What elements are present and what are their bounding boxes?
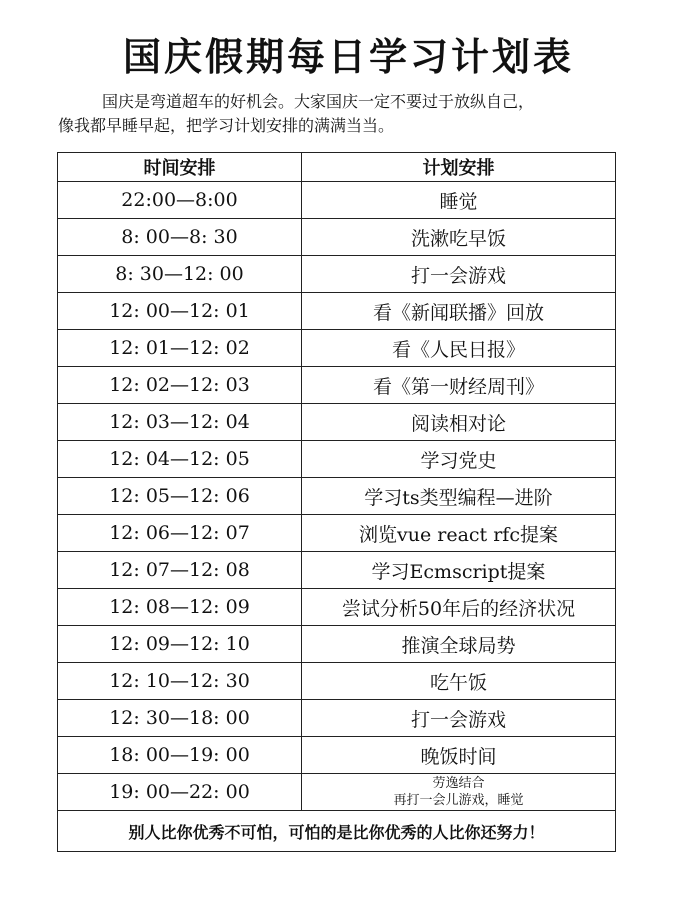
table-row xyxy=(58,663,616,700)
page-title: 国庆假期每日学习计划表 xyxy=(122,34,574,79)
plan-cell: 浏览vue react rfc提案 xyxy=(302,515,616,552)
plan-cell: 学习党史 xyxy=(302,441,616,478)
intro-line-2: 像我都早睡早起，把学习计划安排的满满当当。 xyxy=(58,116,395,135)
plan-cell: 学习ts类型编程—进阶 xyxy=(302,478,616,515)
plan-cell: 学习Ecmscript提案 xyxy=(302,552,616,589)
table-row xyxy=(58,515,616,552)
plan-cell: 晚饭时间 xyxy=(302,737,616,774)
time-cell: 18: 00—19: 00 xyxy=(58,737,302,774)
plan-cell: 洗漱吃早饭 xyxy=(302,219,616,256)
time-cell: 12: 01—12: 02 xyxy=(58,330,302,367)
table-row xyxy=(58,626,616,663)
time-cell: 12: 10—12: 30 xyxy=(58,663,302,700)
schedule-table xyxy=(57,152,616,852)
plan-line-1: 劳逸结合 xyxy=(432,776,485,791)
plan-cell: 看《新闻联播》回放 xyxy=(302,293,616,330)
time-cell: 12: 09—12: 10 xyxy=(58,626,302,663)
plan-cell: 看《人民日报》 xyxy=(302,330,616,367)
table-row xyxy=(58,589,616,626)
plan-cell: 打一会游戏 xyxy=(302,256,616,293)
intro-line-1-text: 国庆是弯道超车的好机会。大家国庆一定不要过于放纵自己， xyxy=(102,92,535,111)
time-cell: 12: 06—12: 07 xyxy=(58,515,302,552)
header-time: 时间安排 xyxy=(58,153,302,182)
time-cell: 12: 08—12: 09 xyxy=(58,589,302,626)
time-cell: 12: 00—12: 01 xyxy=(58,293,302,330)
plan-line-2: 再打一会儿游戏，睡觉 xyxy=(393,793,524,808)
table-row xyxy=(58,330,616,367)
table-row xyxy=(58,737,616,774)
time-cell: 12: 02—12: 03 xyxy=(58,367,302,404)
time-cell: 8: 30—12: 00 xyxy=(58,256,302,293)
table-row xyxy=(58,367,616,404)
table-row xyxy=(58,404,616,441)
table-row xyxy=(58,293,616,330)
table-row xyxy=(58,219,616,256)
footer-motto: 别人比你优秀不可怕，可怕的是比你优秀的人比你还努力！ xyxy=(58,811,616,852)
time-cell: 12: 05—12: 06 xyxy=(58,478,302,515)
plan-cell: 尝试分析50年后的经济状况 xyxy=(302,589,616,626)
time-cell: 12: 30—18: 00 xyxy=(58,700,302,737)
time-cell: 22:00—8:00 xyxy=(58,182,302,219)
table-row xyxy=(58,552,616,589)
table-row xyxy=(58,478,616,515)
plan-cell: 看《第一财经周刊》 xyxy=(302,367,616,404)
intro-paragraph xyxy=(58,90,658,138)
plan-cell: 打一会游戏 xyxy=(302,700,616,737)
time-cell: 12: 07—12: 08 xyxy=(58,552,302,589)
time-cell: 12: 04—12: 05 xyxy=(58,441,302,478)
table-header-row xyxy=(58,153,616,182)
plan-cell: 推演全球局势 xyxy=(302,626,616,663)
plan-cell: 睡觉 xyxy=(302,182,616,219)
table-row-last xyxy=(58,774,616,811)
plan-cell-multiline xyxy=(302,774,616,811)
intro-line-1 xyxy=(58,90,658,114)
table-row xyxy=(58,182,616,219)
time-cell: 12: 03—12: 04 xyxy=(58,404,302,441)
time-cell: 8: 00—8: 30 xyxy=(58,219,302,256)
plan-cell: 吃午饭 xyxy=(302,663,616,700)
table-body xyxy=(58,182,616,852)
table-row xyxy=(58,700,616,737)
plan-cell: 阅读相对论 xyxy=(302,404,616,441)
table-row xyxy=(58,256,616,293)
header-plan: 计划安排 xyxy=(302,153,616,182)
time-cell: 19: 00—22: 00 xyxy=(58,774,302,811)
table-row xyxy=(58,441,616,478)
table-footer-row xyxy=(58,811,616,852)
